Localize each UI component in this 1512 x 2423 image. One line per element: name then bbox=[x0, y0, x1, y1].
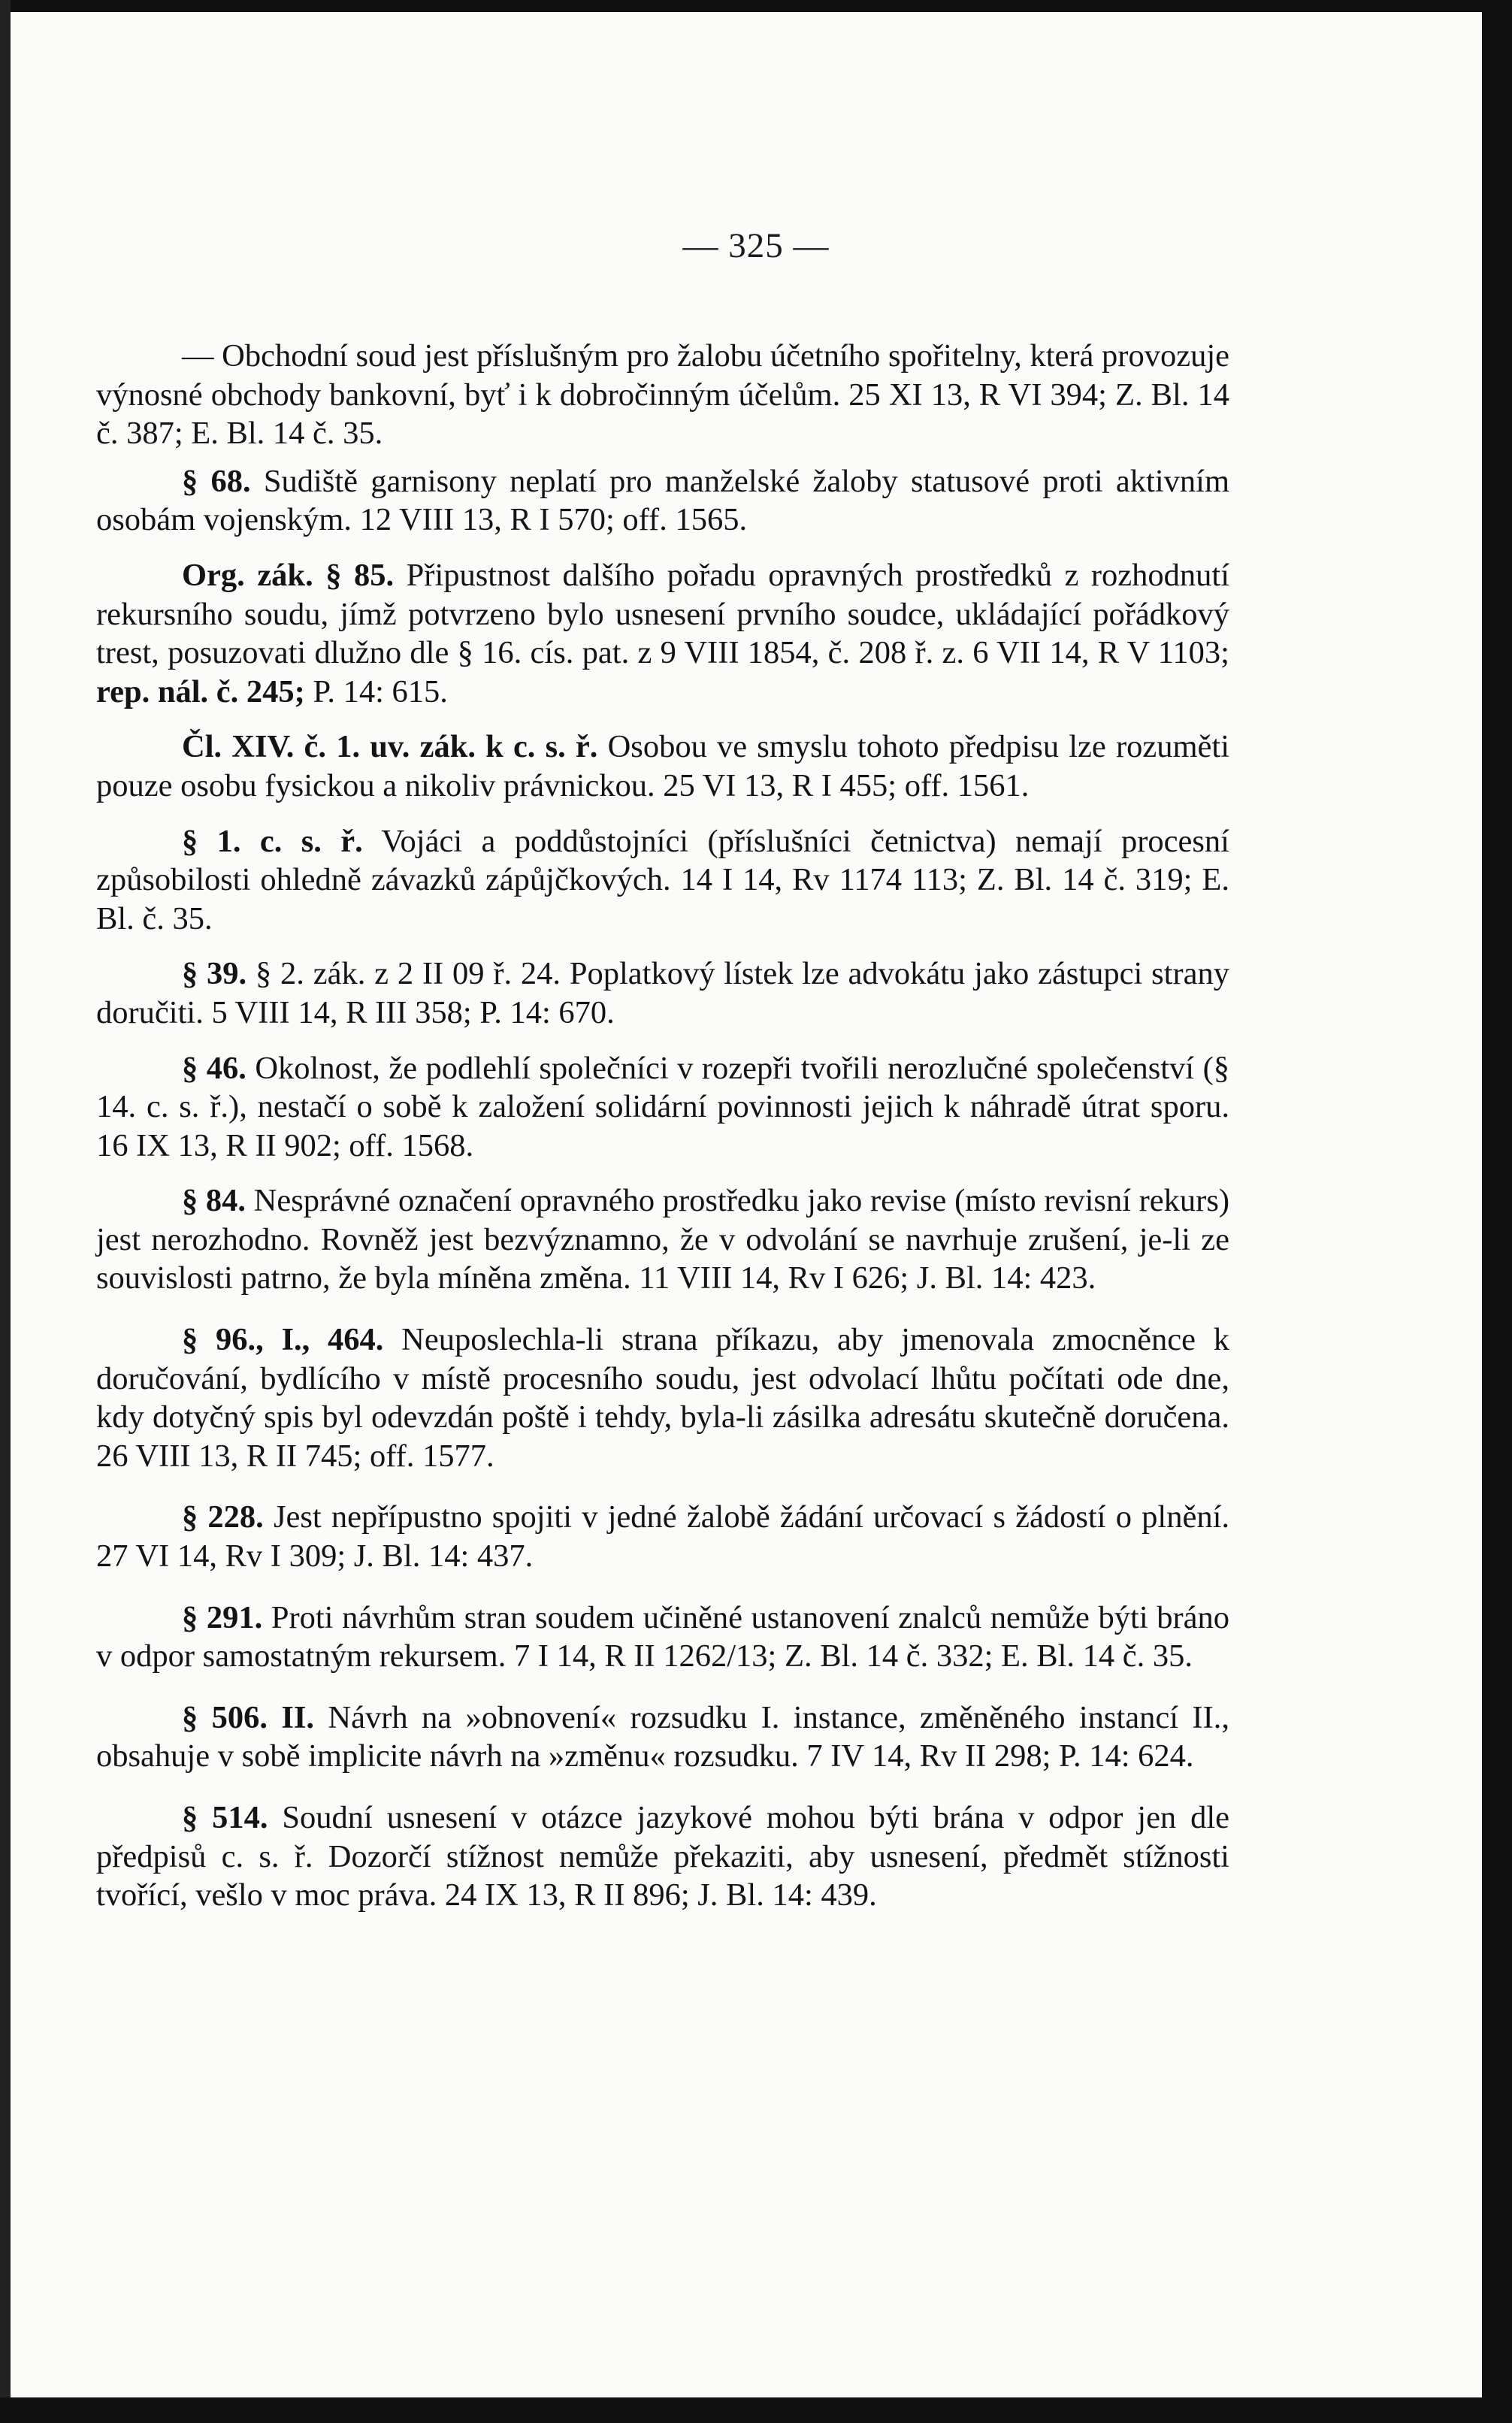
paragraph bbox=[96, 1699, 1229, 1776]
section-reference: § 68. bbox=[182, 463, 251, 499]
page-body bbox=[96, 337, 1229, 1915]
section-reference: § 84. bbox=[182, 1183, 246, 1219]
paragraph-text: — Obchodní soud jest příslušným pro žalobu účetního spořitelny, která provozuje výnosné obchody bankovní, byť i k dobročinným účelům. 25 XI 13, R VI 394; Z. Bl. 14 č. 387; E. Bl. 14 č. 35. bbox=[96, 338, 1229, 452]
paragraph-text: Neuposlechla-li strana příkazu, aby jmenovala zmocněnce k doručování, bydlícího v místě procesního soudu, jest odvolací lhůtu počítati ode dne, kdy dotyčný spis byl odevzdán poště i tehdy, byla-li zásilka adresátu skutečně doručena. 26 VIII 13, R II 745; off. 1577. bbox=[96, 1322, 1229, 1474]
paragraph-text: Proti návrhům stran soudem učiněné ustanovení znalců nemůže býti bráno v odpor samostatným rekursem. 7 I 14, R II 1262/13; Z. Bl. 14 č. 332; E. Bl. 14 č. 35. bbox=[96, 1599, 1230, 1674]
section-reference: Org. zák. § 85. bbox=[182, 557, 395, 593]
paragraph-text: Jest nepřípustno spojiti v jedné žalobě žádání určovací s žádostí o plnění. 27 VI 14, Rv I 309; J. Bl. 14: 437. bbox=[96, 1499, 1230, 1574]
paragraph-text: Sudiště garnisony neplatí pro manželské žaloby statusové proti aktivním osobám vojenským. 12 VIII 13, R I 570; off. 1565. bbox=[96, 463, 1229, 538]
paragraph bbox=[96, 462, 1229, 540]
paragraph-text: Připustnost dalšího pořadu opravných prostředků z rozhodnutí rekursního soudu, jímž potvrzeno bylo usnesení prvního soudce, ukládající pořádkový trest, posuzovati dlužno dle § 16. cís. pat. z 9 VIII 1854, č. 208 ř. z. 6 VII 14, R V 1103; bbox=[96, 557, 1230, 671]
paragraph-text: Soudní usnesení v otázce jazykové mohou býti brána v odpor jen dle předpisů c. s. ř. Dozorčí stížnost nemůže překaziti, aby usnesení, předmět stížnosti tvořící, vešlo v moc práva. 24 IX 13, R II 896; J. Bl. 14: 439. bbox=[96, 1800, 1230, 1913]
paragraph-text: Vojáci a poddůstojníci (příslušníci četnictva) nemají procesní způsobilosti ohledně závazků zápůjčkových. 14 I 14, Rv 1174 113; Z. Bl. 14 č. 319; E. Bl. č. 35. bbox=[96, 823, 1229, 936]
scan-border-left bbox=[0, 0, 11, 2423]
paragraph bbox=[96, 556, 1229, 711]
paragraph bbox=[96, 1181, 1229, 1298]
scan-border-top bbox=[0, 0, 1512, 12]
section-reference: § 39. bbox=[182, 956, 247, 992]
section-reference: § 506. II. bbox=[182, 1699, 315, 1735]
paragraph bbox=[96, 1320, 1229, 1475]
section-reference: § 96., I., 464. bbox=[182, 1322, 384, 1358]
section-reference: § 514. bbox=[182, 1800, 268, 1835]
section-reference: § 1. c. s. ř. bbox=[182, 823, 363, 859]
paragraph-text: § 2. zák. z 2 II 09 ř. 24. Poplatkový lístek lze advokátu jako zástupci strany doručiti. 5 VIII 14, R III 358; P. 14: 670. bbox=[96, 956, 1229, 1030]
section-reference: Čl. XIV. č. 1. uv. zák. k c. s. ř. bbox=[182, 729, 598, 765]
section-reference: § 291. bbox=[182, 1599, 263, 1635]
paragraph bbox=[96, 337, 1229, 453]
section-reference: § 228. bbox=[182, 1499, 264, 1535]
paragraph bbox=[96, 822, 1229, 939]
section-reference: § 46. bbox=[182, 1050, 246, 1086]
paragraph bbox=[96, 1049, 1229, 1166]
paragraph bbox=[96, 728, 1229, 805]
scan-border-right bbox=[1482, 0, 1512, 2423]
paragraph bbox=[96, 1798, 1229, 1915]
paragraph bbox=[96, 954, 1229, 1032]
scan-border-bottom bbox=[0, 2397, 1512, 2423]
paragraph-text: Nesprávné označení opravného prostředku jako revise (místo revisní rekurs) jest nerozhodno. Rovněž jest bezvýznamno, že v odvolání se navrhuje zrušení, je-li ze souvislosti patrno, že byla míněna změna. 11 VIII 14, Rv I 626; J. Bl. 14: 423. bbox=[96, 1183, 1230, 1296]
paragraph-text: Návrh na »obnovení« rozsudku I. instance, změněného instancí II., obsahuje v sobě implicite návrh na »změnu« rozsudku. 7 IV 14, Rv II 298; P. 14: 624. bbox=[96, 1699, 1229, 1774]
paragraph-text: Okolnost, že podlehlí společníci v rozepři tvořili nerozlučné společenství (§ 14. c. s. ř.), nestačí o sobě k založení solidární povinnosti jejich k náhradě útrat sporu. 16 IX 13, R II 902; off. 1568. bbox=[96, 1050, 1229, 1163]
paragraph bbox=[96, 1498, 1229, 1575]
paragraph-text: Osobou ve smyslu tohoto předpisu lze rozuměti pouze osobu fysickou a nikoliv právnickou. 25 VI 13, R I 455; off. 1561. bbox=[96, 729, 1229, 803]
paragraph bbox=[96, 1599, 1229, 1676]
paragraph-text-tail: P. 14: 615. bbox=[304, 673, 448, 709]
citation-bold: rep. nál. č. 245; bbox=[96, 673, 305, 709]
page-number: — 325 — bbox=[682, 226, 830, 265]
